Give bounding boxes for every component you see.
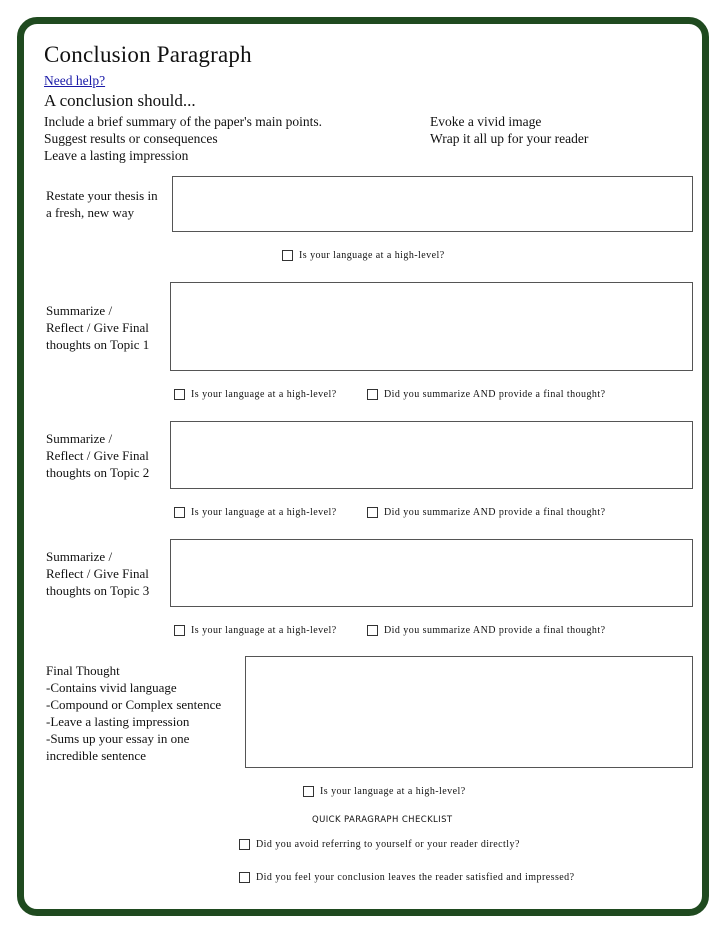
check-label: Did you avoid referring to yourself or your reader directly?	[256, 839, 520, 850]
topic1-summarize-check[interactable]	[367, 389, 606, 400]
thesis-label: Restate your thesis in a fresh, new way	[46, 188, 158, 220]
topic3-summarize-check[interactable]	[367, 625, 606, 636]
page-title: Conclusion Paragraph	[44, 42, 252, 67]
final-thought-label: Final Thought -Contains vivid language -Compound or Complex sentence -Leave a lasting impression -Sums up your essay in one incredible sentence	[46, 663, 222, 763]
check-label: Is your language at a high-level?	[191, 389, 337, 400]
topic3-textbox[interactable]	[170, 539, 693, 607]
checkbox-icon[interactable]	[303, 786, 314, 797]
checkbox-icon[interactable]	[239, 839, 250, 850]
final-language-check[interactable]	[303, 786, 466, 797]
topic1-textbox[interactable]	[170, 282, 693, 371]
thesis-textbox[interactable]	[172, 176, 693, 232]
topic1-label: Summarize / Reflect / Give Final thoughts on Topic 1	[46, 303, 150, 352]
check-label: Is your language at a high-level?	[191, 625, 337, 636]
point-summary: Include a brief summary of the paper's main points.	[44, 114, 322, 129]
check-label: Is your language at a high-level?	[299, 250, 445, 261]
checkbox-icon[interactable]	[174, 507, 185, 518]
topic1-language-check[interactable]	[174, 389, 337, 400]
topic2-textbox[interactable]	[170, 421, 693, 489]
checkbox-icon[interactable]	[367, 507, 378, 518]
reader-satisfied-check[interactable]	[239, 872, 575, 883]
final-thought-textbox[interactable]	[245, 656, 693, 768]
checkbox-icon[interactable]	[174, 389, 185, 400]
point-wrap-up: Wrap it all up for your reader	[430, 131, 589, 146]
thesis-language-check[interactable]	[282, 250, 445, 261]
point-impression: Leave a lasting impression	[44, 148, 189, 163]
check-label: Did you feel your conclusion leaves the reader satisfied and impressed?	[256, 872, 575, 883]
point-vivid-image: Evoke a vivid image	[430, 114, 542, 129]
check-label: Did you summarize AND provide a final thought?	[384, 625, 606, 636]
topic3-language-check[interactable]	[174, 625, 337, 636]
page-subtitle: A conclusion should...	[44, 91, 196, 110]
check-label: Is your language at a high-level?	[320, 786, 466, 797]
quick-checklist-title: QUICK PARAGRAPH CHECKLIST	[312, 815, 453, 825]
check-label: Is your language at a high-level?	[191, 507, 337, 518]
checkbox-icon[interactable]	[282, 250, 293, 261]
topic2-label: Summarize / Reflect / Give Final thoughts on Topic 2	[46, 431, 150, 480]
checkbox-icon[interactable]	[367, 389, 378, 400]
point-results: Suggest results or consequences	[44, 131, 218, 146]
topic2-summarize-check[interactable]	[367, 507, 606, 518]
check-label: Did you summarize AND provide a final thought?	[384, 389, 606, 400]
avoid-referring-check[interactable]	[239, 839, 520, 850]
checkbox-icon[interactable]	[174, 625, 185, 636]
check-label: Did you summarize AND provide a final thought?	[384, 507, 606, 518]
need-help-link[interactable]: Need help?	[44, 73, 106, 88]
topic3-label: Summarize / Reflect / Give Final thoughts on Topic 3	[46, 549, 150, 598]
topic2-language-check[interactable]	[174, 507, 337, 518]
checkbox-icon[interactable]	[367, 625, 378, 636]
checkbox-icon[interactable]	[239, 872, 250, 883]
